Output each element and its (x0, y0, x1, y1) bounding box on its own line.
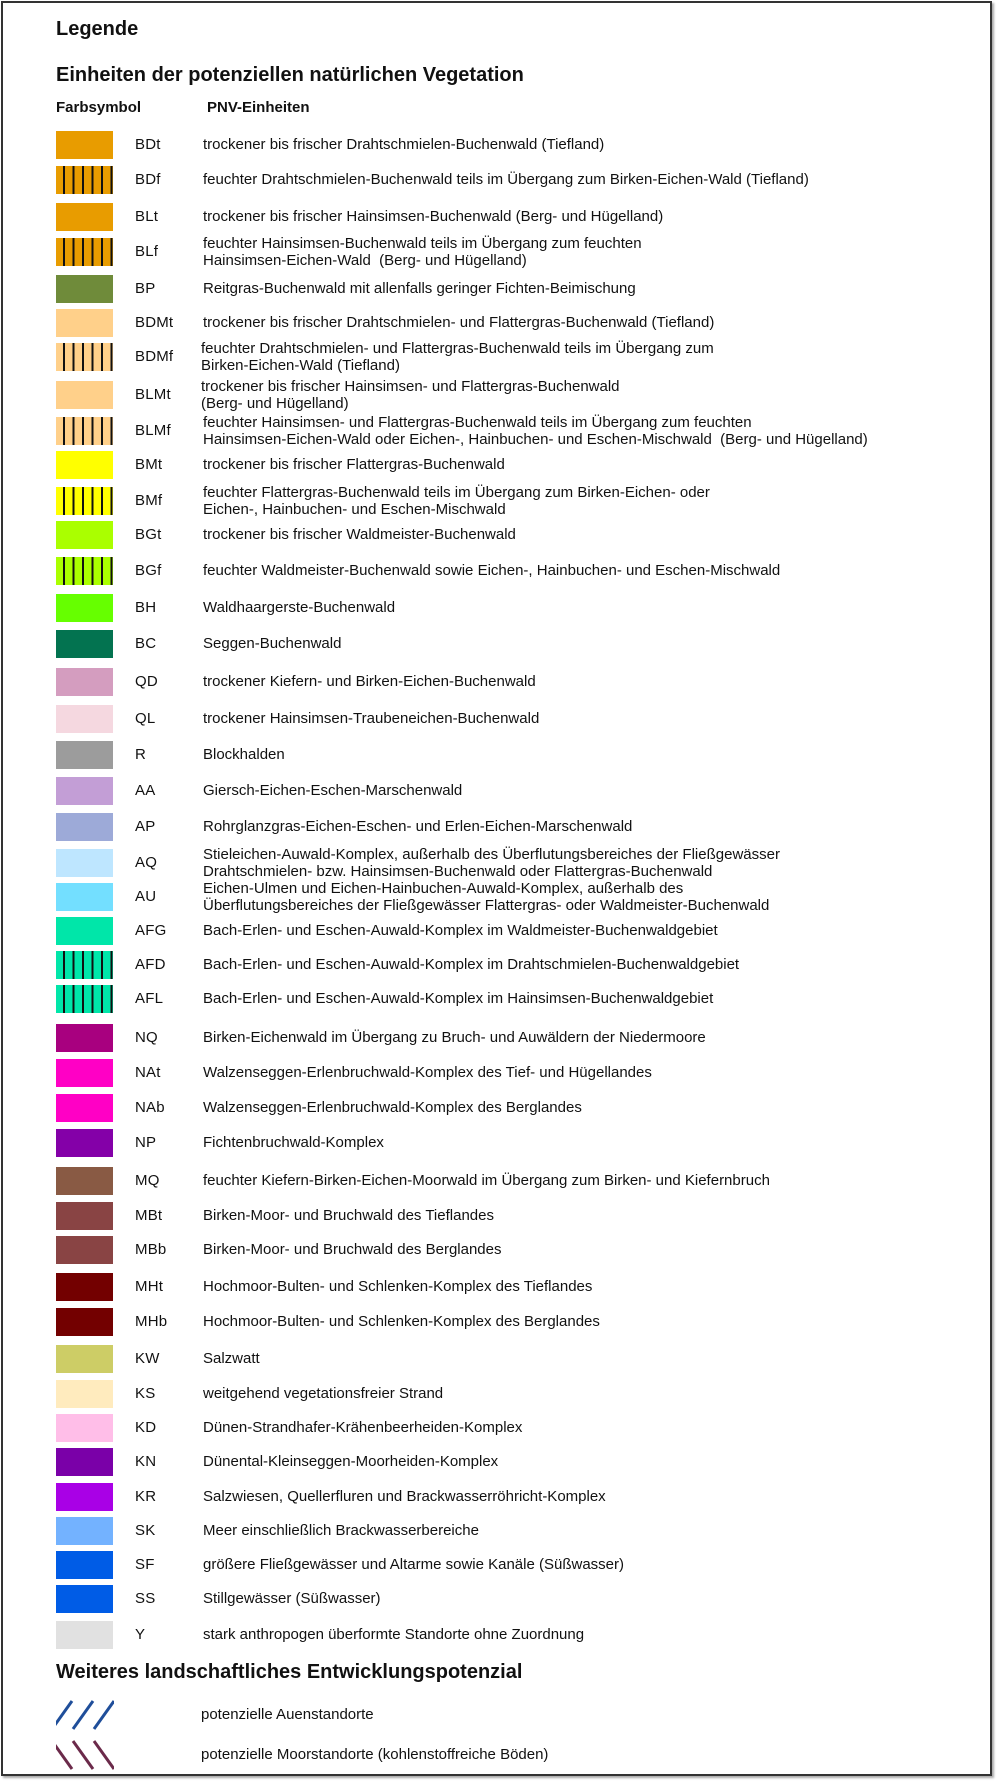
color-swatch-bmf (56, 487, 113, 515)
unit-description (203, 1241, 501, 1258)
unit-description (203, 208, 663, 225)
unit-description (203, 1453, 498, 1470)
legend-title: Legende (56, 18, 139, 40)
color-swatch-blmt (56, 381, 113, 409)
unit-description (203, 782, 462, 799)
unit-description-line: trockener Hainsimsen-Traubeneichen-Buchenwald (203, 710, 540, 727)
unit-code: KD (135, 1419, 157, 1436)
unit-description (203, 1590, 381, 1607)
color-swatch-sf (56, 1551, 113, 1579)
color-swatch-ks (56, 1380, 113, 1408)
unit-description-line: Salzwatt (203, 1350, 260, 1367)
color-swatch-bgf (56, 557, 113, 585)
color-swatch-ss (56, 1585, 113, 1613)
unit-code: NQ (135, 1029, 158, 1046)
unit-description (203, 526, 516, 543)
unit-code: KN (135, 1453, 157, 1470)
unit-description (203, 484, 710, 518)
unit-description-line: Stillgewässer (Süßwasser) (203, 1590, 381, 1607)
color-swatch-bdmt (56, 309, 113, 337)
unit-description-line: trockener Kiefern- und Birken-Eichen-Buchenwald (203, 673, 536, 690)
unit-description (203, 1522, 479, 1539)
color-swatch-mbb (56, 1236, 113, 1264)
unit-description (203, 235, 642, 269)
unit-description (203, 280, 636, 297)
unit-code: Y (135, 1626, 146, 1643)
unit-description-line: Birken-Eichenwald im Übergang zu Bruch- und Auwäldern der Niedermoore (203, 1029, 706, 1046)
color-swatch-mbt (56, 1202, 113, 1230)
color-swatch-afl (56, 985, 113, 1013)
color-swatch-kw (56, 1345, 113, 1373)
unit-code: AFL (135, 990, 164, 1007)
unit-code: BDMt (135, 314, 174, 331)
unit-description (203, 314, 714, 331)
hatch-line (94, 1701, 114, 1729)
section-title-potential: Weiteres landschaftliches Entwicklungspotenzial (56, 1661, 523, 1683)
unit-code: SS (135, 1590, 156, 1607)
unit-description (203, 1385, 443, 1402)
color-swatch-nat (56, 1059, 113, 1087)
unit-description-line: stark anthropogen überformte Standorte ohne Zuordnung (203, 1626, 585, 1643)
color-swatch-bdf (56, 166, 113, 194)
unit-code: BH (135, 599, 157, 616)
unit-description (203, 1350, 260, 1367)
unit-description (203, 1172, 770, 1189)
unit-description (203, 562, 780, 579)
unit-description-line: Reitgras-Buchenwald mit allenfalls geringer Fichten-Beimischung (203, 280, 636, 297)
unit-description-line: Giersch-Eichen-Eschen-Marschenwald (203, 782, 463, 799)
column-header-symbol: Farbsymbol (56, 99, 142, 116)
unit-description-line: Drahtschmielen- bzw. Hainsimsen-Buchenwald oder Flattergras-Buchenwald (203, 863, 713, 880)
unit-description (203, 378, 620, 412)
color-swatch-np (56, 1129, 113, 1157)
unit-code: NAb (135, 1099, 165, 1116)
unit-description-line: trockener bis frischer Drahtschmielen- und Flattergras-Buchenwald (Tiefland) (203, 314, 715, 331)
unit-description-line: Salzwiesen, Quellerfluren und Brackwasserröhricht-Komplex (203, 1488, 606, 1505)
floodplain-hatch-icon (56, 1700, 114, 1730)
color-swatch-bmt (56, 451, 113, 479)
hatch-line (73, 1701, 93, 1729)
unit-description-line: feuchter Hainsimsen-Buchenwald teils im Übergang zum feuchten (203, 235, 642, 252)
unit-code: BLt (135, 208, 159, 225)
unit-description-line: Rohrglanzgras-Eichen-Eschen- und Erlen-Eichen-Marschenwald (203, 818, 633, 835)
color-swatch-nab (56, 1094, 113, 1122)
unit-code: MHt (135, 1278, 164, 1295)
unit-code: BDf (135, 171, 161, 188)
color-swatch-ql (56, 705, 113, 733)
unit-description (203, 1313, 600, 1330)
unit-description-line: trockener bis frischer Hainsimsen- und Flattergras-Buchenwald (201, 378, 620, 395)
color-swatch-mhb (56, 1308, 113, 1336)
hatch-line (94, 1741, 114, 1769)
unit-code: SF (135, 1556, 155, 1573)
unit-description-line: Bach-Erlen- und Eschen-Auwald-Komplex im Drahtschmielen-Buchenwaldgebiet (203, 956, 740, 973)
unit-code: BGf (135, 562, 162, 579)
unit-description-line: trockener bis frischer Flattergras-Buchenwald (203, 456, 505, 473)
color-swatch-afg (56, 917, 113, 945)
unit-description (203, 818, 632, 835)
unit-description-line: Walzenseggen-Erlenbruchwald-Komplex des Berglandes (203, 1099, 582, 1116)
unit-description-line: Überflutungsbereiches der Fließgewässer Flattergras- oder Waldmeister-Buchenwald (203, 897, 770, 914)
unit-code: QL (135, 710, 156, 727)
unit-description (203, 956, 739, 973)
unit-code: MQ (135, 1172, 160, 1189)
unit-description-line: Eichen-Ulmen und Eichen-Hainbuchen-Auwald-Komplex, außerhalb des (203, 880, 684, 897)
color-swatch-qd (56, 668, 113, 696)
color-swatch-bgt (56, 521, 113, 549)
unit-description (203, 456, 505, 473)
unit-code: NAt (135, 1064, 161, 1081)
unit-code: QD (135, 673, 158, 690)
unit-code: AA (135, 782, 156, 799)
unit-description-line: Meer einschließlich Brackwasserbereiche (203, 1522, 479, 1539)
potential-label: potenzielle Moorstandorte (kohlenstoffreiche Böden) (201, 1746, 549, 1763)
color-swatch-ap (56, 813, 113, 841)
unit-code: KS (135, 1385, 156, 1402)
column-header-units: PNV-Einheiten (207, 99, 310, 116)
unit-code: AU (135, 888, 157, 905)
color-swatch-afd (56, 951, 113, 979)
color-swatch-sk (56, 1517, 113, 1545)
color-swatch-nq (56, 1024, 113, 1052)
unit-description-line: Fichtenbruchwald-Komplex (203, 1134, 384, 1151)
color-swatch-bp (56, 275, 113, 303)
unit-code: SK (135, 1522, 156, 1539)
unit-code: MBt (135, 1207, 163, 1224)
unit-code: BDt (135, 136, 161, 153)
color-swatch-y (56, 1621, 113, 1649)
unit-description-line: Birken-Moor- und Bruchwald des Berglandes (203, 1241, 502, 1258)
unit-description-line: größere Fließgewässer und Altarme sowie Kanäle (Süßwasser) (203, 1556, 625, 1573)
color-swatch-mht (56, 1273, 113, 1301)
unit-description (203, 171, 809, 188)
hatch-line (73, 1741, 93, 1769)
color-swatch-kn (56, 1448, 113, 1476)
unit-description-line: trockener bis frischer Waldmeister-Buchenwald (203, 526, 516, 543)
unit-code: KR (135, 1488, 157, 1505)
color-swatch-bh (56, 594, 113, 622)
unit-description-line: Eichen-, Hainbuchen- und Eschen-Mischwald (203, 501, 506, 518)
unit-description (203, 414, 868, 448)
color-swatch-blt (56, 203, 113, 231)
unit-code: BLf (135, 243, 159, 260)
unit-description-line: Birken-Moor- und Bruchwald des Tieflandes (203, 1207, 494, 1224)
potential-label: potenzielle Auenstandorte (201, 1706, 374, 1723)
unit-description (203, 1099, 582, 1116)
unit-code: BGt (135, 526, 162, 543)
unit-description (203, 990, 713, 1007)
unit-description-line: trockener bis frischer Hainsimsen-Buchenwald (Berg- und Hügelland) (203, 208, 664, 225)
unit-description (203, 1419, 522, 1436)
unit-description (203, 1488, 606, 1505)
unit-description-line: Stieleichen-Auwald-Komplex, außerhalb des Überflutungsbereiches der Fließgewässer (203, 846, 780, 863)
peatland-hatch-icon (56, 1740, 114, 1770)
color-swatch-blf (56, 238, 113, 266)
unit-description-line: Dünental-Kleinseggen-Moorheiden-Komplex (203, 1453, 499, 1470)
unit-description-line: feuchter Drahtschmielen-Buchenwald teils im Übergang zum Birken-Eichen-Wald (Tiefland) (203, 171, 809, 188)
unit-code: AFD (135, 956, 166, 973)
unit-description (203, 746, 285, 763)
unit-description-line: feuchter Waldmeister-Buchenwald sowie Eichen-, Hainbuchen- und Eschen-Mischwald (203, 562, 781, 579)
unit-description-line: Birken-Eichen-Wald (Tiefland) (201, 357, 400, 374)
unit-description (203, 1029, 706, 1046)
color-swatch-bc (56, 630, 113, 658)
unit-description-line: Walzenseggen-Erlenbruchwald-Komplex des Tief- und Hügellandes (203, 1064, 652, 1081)
section-title-pnv: Einheiten der potenziellen natürlichen Vegetation (56, 64, 524, 86)
unit-description-line: (Berg- und Hügelland) (201, 395, 349, 412)
unit-description-line: Hainsimsen-Eichen-Wald (Berg- und Hügelland) (203, 252, 527, 269)
unit-description (203, 136, 604, 153)
unit-description (203, 1207, 494, 1224)
color-swatch-aa (56, 777, 113, 805)
unit-description-line: trockener bis frischer Drahtschmielen-Buchenwald (Tiefland) (203, 136, 605, 153)
unit-description (203, 340, 714, 374)
unit-code: BLMf (135, 422, 171, 439)
unit-description (203, 635, 341, 652)
unit-description-line: weitgehend vegetationsfreier Strand (203, 1385, 444, 1402)
unit-description-line: feuchter Flattergras-Buchenwald teils im Übergang zum Birken-Eichen- oder (203, 484, 710, 501)
unit-description (203, 673, 536, 690)
unit-description-line: Seggen-Buchenwald (203, 635, 342, 652)
color-swatch-kd (56, 1414, 113, 1442)
unit-description-line: Hainsimsen-Eichen-Wald oder Eichen-, Hainbuchen- und Eschen-Mischwald (Berg- und Hügelland) (203, 431, 868, 448)
color-swatch-bdmf (56, 343, 113, 371)
unit-code: BLMt (135, 386, 171, 403)
unit-description-line: Waldhaargerste-Buchenwald (203, 599, 396, 616)
unit-description (203, 1064, 652, 1081)
unit-description (203, 846, 780, 880)
unit-code: AFG (135, 922, 167, 939)
unit-code: MHb (135, 1313, 168, 1330)
unit-description (203, 710, 539, 727)
unit-description (203, 880, 769, 914)
unit-code: BMt (135, 456, 163, 473)
unit-description (203, 1626, 584, 1643)
unit-description-line: feuchter Kiefern-Birken-Eichen-Moorwald im Übergang zum Birken- und Kiefernbruch (203, 1172, 770, 1189)
hatch-line (56, 1701, 72, 1729)
color-swatch-mq (56, 1167, 113, 1195)
unit-code: NP (135, 1134, 157, 1151)
unit-code: BC (135, 635, 157, 652)
unit-description (203, 1278, 592, 1295)
unit-description (203, 1134, 384, 1151)
unit-code: AP (135, 818, 156, 835)
unit-code: BMf (135, 492, 163, 509)
hatch-line (56, 1741, 72, 1769)
unit-description (203, 1556, 624, 1573)
unit-description-line: feuchter Drahtschmielen- und Flattergras-Buchenwald teils im Übergang zum (201, 340, 714, 357)
unit-description-line: Blockhalden (203, 746, 285, 763)
unit-code: KW (135, 1350, 160, 1367)
color-swatch-kr (56, 1483, 113, 1511)
unit-code: AQ (135, 854, 158, 871)
unit-description (203, 599, 395, 616)
unit-description-line: Hochmoor-Bulten- und Schlenken-Komplex des Berglandes (203, 1313, 600, 1330)
unit-description-line: feuchter Hainsimsen- und Flattergras-Buchenwald teils im Übergang zum feuchten (203, 414, 752, 431)
unit-description-line: Bach-Erlen- und Eschen-Auwald-Komplex im Waldmeister-Buchenwaldgebiet (203, 922, 718, 939)
unit-description-line: Dünen-Strandhafer-Krähenbeerheiden-Komplex (203, 1419, 523, 1436)
unit-code: R (135, 746, 147, 763)
color-swatch-blmf (56, 417, 113, 445)
unit-code: BDMf (135, 348, 174, 365)
unit-code: MBb (135, 1241, 167, 1258)
unit-description-line: Bach-Erlen- und Eschen-Auwald-Komplex im Hainsimsen-Buchenwaldgebiet (203, 990, 714, 1007)
color-swatch-bdt (56, 131, 113, 159)
color-swatch-aq (56, 849, 113, 877)
color-swatch-au (56, 883, 113, 911)
unit-description (203, 922, 718, 939)
unit-code: BP (135, 280, 156, 297)
unit-description-line: Hochmoor-Bulten- und Schlenken-Komplex des Tieflandes (203, 1278, 593, 1295)
color-swatch-r (56, 741, 113, 769)
